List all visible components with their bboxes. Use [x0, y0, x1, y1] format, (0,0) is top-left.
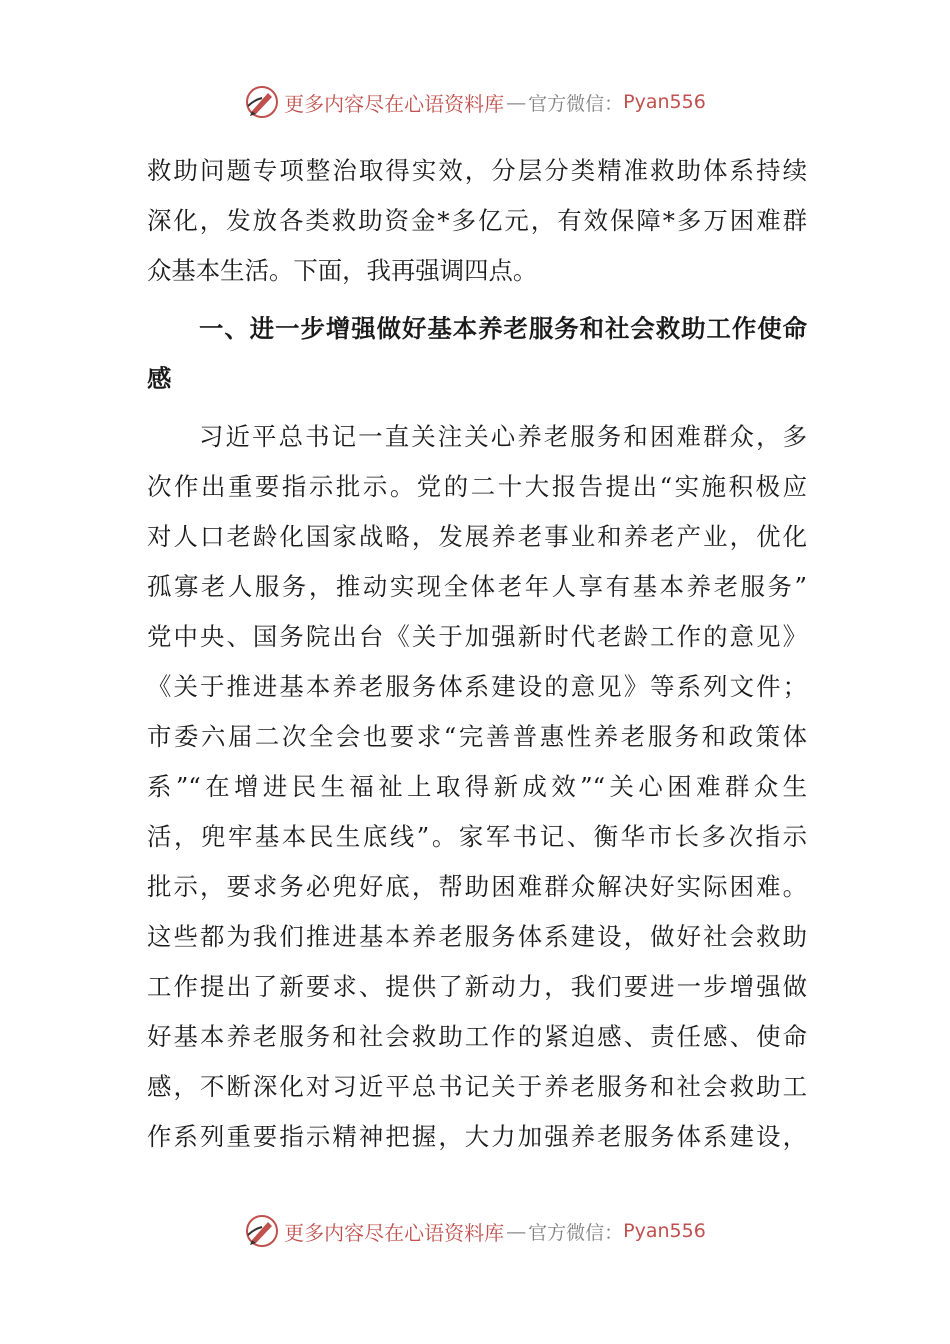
- pen-logo-icon: [244, 1213, 280, 1249]
- banner-wechat-label: 官方微信：: [528, 92, 624, 115]
- text-line: 好基本养老服务和社会救助工作的紧迫感、责任感、使命: [147, 1022, 807, 1051]
- banner-text: [284, 1217, 706, 1246]
- text-line: 党中央、国务院出台《关于加强新时代老龄工作的意见》: [147, 622, 807, 651]
- banner-separator: —: [506, 1219, 527, 1243]
- pen-logo-icon: [244, 84, 280, 120]
- paragraph-1: [147, 146, 807, 296]
- banner-site-text: 更多内容尽在心语资料库: [284, 91, 505, 116]
- text-line: 感，不断深化对习近平总书记关于养老服务和社会救助工: [147, 1072, 807, 1101]
- footer-banner: [0, 1211, 950, 1251]
- banner-text: [284, 88, 706, 117]
- text-line: 深化，发放各类救助资金*多亿元，有效保障*多万困难群: [147, 206, 807, 235]
- text-line: 众基本生活。下面，我再强调四点。: [147, 256, 538, 285]
- banner-site-text: 更多内容尽在心语资料库: [284, 1220, 505, 1245]
- banner-wechat-label: 官方微信：: [528, 1221, 624, 1244]
- heading-line: 感: [147, 364, 172, 393]
- text-line: 对人口老龄化国家战略，发展养老事业和养老产业，优化: [147, 522, 807, 551]
- text-line: 这些都为我们推进基本养老服务体系建设，做好社会救助: [147, 922, 807, 951]
- text-line: 市委六届二次全会也要求“完善普惠性养老服务和政策体: [147, 722, 807, 751]
- banner-wechat-id: Pyan556: [623, 91, 706, 113]
- text-line: 系”“在增进民生福祉上取得新成效”“关心困难群众生: [147, 772, 807, 801]
- document-body: [147, 146, 807, 1162]
- text-line: 《关于推进基本养老服务体系建设的意见》等系列文件；: [147, 672, 807, 701]
- paragraph-2: [147, 412, 807, 1162]
- text-line: 作系列重要指示精神把握，大力加强养老服务体系建设，: [147, 1122, 807, 1151]
- text-line: 救助问题专项整治取得实效，分层分类精准救助体系持续: [147, 156, 807, 185]
- banner-separator: —: [506, 90, 527, 114]
- text-line: 工作提出了新要求、提供了新动力，我们要进一步增强做: [147, 972, 807, 1001]
- heading-line: 一、进一步增强做好基本养老服务和社会救助工作使命: [199, 314, 807, 343]
- text-line: 活，兜牢基本民生底线”。家军书记、衡华市长多次指示: [147, 822, 807, 851]
- section-heading-1: [147, 304, 807, 404]
- banner-wechat-id: Pyan556: [623, 1220, 706, 1242]
- text-line: 批示，要求务必兜好底，帮助困难群众解决好实际困难。: [147, 872, 807, 901]
- text-line: 习近平总书记一直关注关心养老服务和困难群众，多: [199, 422, 807, 451]
- header-banner: [0, 82, 950, 122]
- text-line: 孤寡老人服务，推动实现全体老年人享有基本养老服务”: [147, 572, 807, 601]
- text-line: 次作出重要指示批示。党的二十大报告提出“实施积极应: [147, 472, 807, 501]
